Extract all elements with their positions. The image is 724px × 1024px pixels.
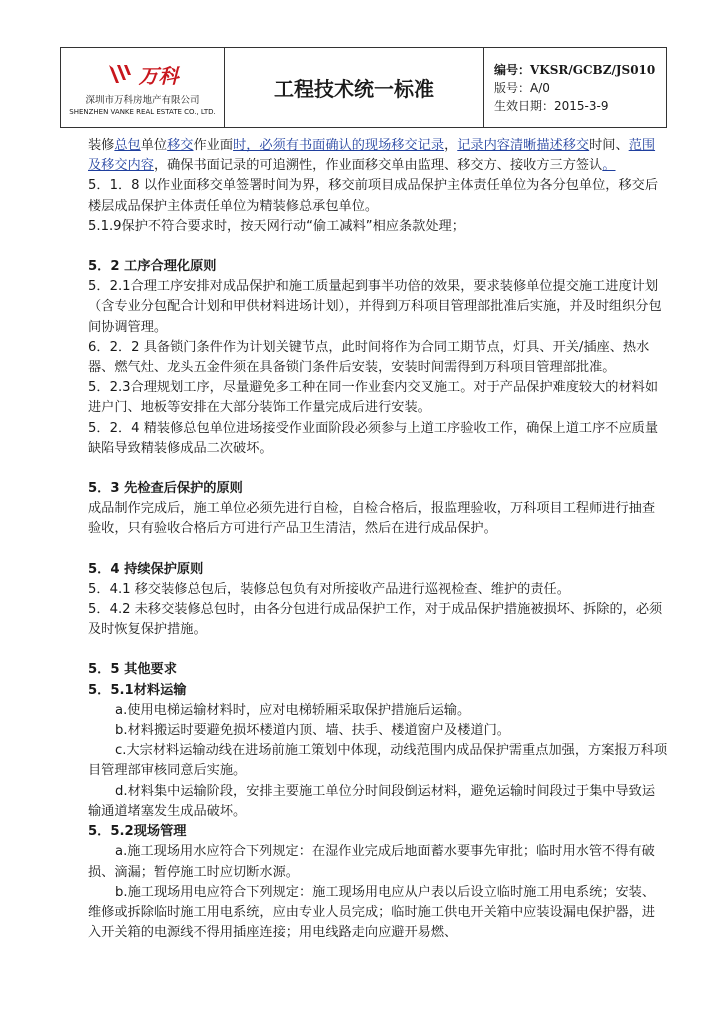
tracked-change: 移交 — [167, 138, 194, 153]
tracked-change: 范围及移交内容 — [88, 138, 656, 174]
heading-5-5-2: 5．5.2现场管理 — [88, 824, 187, 840]
paragraph-5-2-1: 5．2.1合理工序安排对成品保护和施工质量起到事半功倍的效果，要求装修单位提交施工进度计划（含专业分包配合计划和甲供材料进场计划），并得到万科项目管理部批准后实施，并及时组织分包间协调管理。 — [88, 279, 662, 335]
paragraph-6-2-2: 6．2．2 具备锁门条件作为计划关键节点，此时间将作为合同工期节点，灯具、开关/插座、热水器、燃气灶、龙头五金件须在具备锁门条件后安装，安装时间需得到万科项目管理部批准。 — [88, 339, 650, 376]
list-item: b.材料搬运时要避免损坏楼道内顶、墙、扶手、楼道窗户及楼道门。 — [115, 723, 510, 739]
heading-5-5-1: 5．5.1材料运输 — [88, 682, 187, 698]
list-item: b.施工现场用电应符合下列规定：施工现场用电应从户表以后设立临时施工用电系统；安装、维修或拆除临时施工用电系统，应由专业人员完成；临时施工供电开关箱中应装设漏电保护器，进入开关箱的电源线不得用插座连接；用电线路走向应避开易燃、 — [88, 884, 656, 941]
list-item: a.使用电梯运输材料时，应对电梯轿厢采取保护措施后运输。 — [115, 702, 471, 718]
document-meta — [484, 48, 666, 127]
paragraph-5-4-2: 5．4.2 未移交装修总包时，由各分包进行成品保护工作，对于成品保护措施被损坏、拆除的，必须及时恢复保护措施。 — [88, 602, 663, 638]
paragraph-5-2-4: 5．2．4 精装修总包单位进场接受作业面阶段必须参与上道工序验收工作，确保上道工序不应质量缺陷导致精装修成品二次破坏。 — [88, 420, 659, 456]
paragraph-5-1-8: 5．1．8 以作业面移交单签署时间为界，移交前项目成品保护主体责任单位为各分包单位，移交后楼层成品保护主体责任单位为精装修总承包单位。 — [88, 178, 659, 214]
paragraph-handover: 装修总包单位移交作业面时，必须有书面确认的现场移交记录，记录内容清晰描述移交时间、范围及移交内容，确保书面记录的可追溯性，作业面移交单由监理、移交方、接收方三方签认。 — [88, 138, 656, 174]
tracked-change: 总包 — [114, 138, 141, 153]
paragraph-5-3: 成品制作完成后，施工单位必须先进行自检，自检合格后，报监理验收，万科项目工程师进行抽查验收，只有验收合格后方可进行产品卫生清洁，然后在进行成品保护。 — [88, 501, 656, 537]
list-item: a.施工现场用水应符合下列规定：在湿作业完成后地面蓄水要事先审批；临时用水管不得有破损、滴漏；暂停施工时应切断水源。 — [88, 844, 655, 880]
company-name-cn: 深圳市万科房地产有限公司 — [85, 94, 200, 106]
logo-text: 万科 — [138, 63, 179, 88]
paragraph-5-1-9: 5.1.9保护不符合要求时，按天网行动“偷工减料”相应条款处理； — [88, 218, 465, 234]
tracked-change: 记录内容清晰描述移交 — [457, 138, 590, 153]
heading-5-2: 5．2 工序合理化原则 — [88, 259, 217, 275]
tracked-change: 时，必须有书面确认的现场移交记录 — [233, 138, 445, 153]
document-header — [60, 47, 667, 128]
company-name-en: SHENZHEN VANKE REAL ESTATE CO., LTD. — [69, 107, 216, 116]
heading-5-3: 5．3 先检查后保护的原则 — [88, 481, 243, 497]
heading-5-5: 5．5 其他要求 — [88, 662, 177, 678]
vanke-v-icon — [107, 63, 135, 85]
logo — [107, 60, 179, 89]
list-item: d.材料集中运输阶段，安排主要施工单位分时间段倒运材料，避免运输时间段过于集中导致运输通道堵塞发生成品破坏。 — [88, 783, 656, 819]
document-title: 工程技术统一标准 — [225, 48, 484, 127]
document-body — [88, 136, 668, 943]
paragraph-5-2-3: 5．2.3合理规划工序，尽量避免多工种在同一作业套内交叉施工。对于产品保护难度较大的材料如进户门、地板等安排在大部分装饰工作量完成后进行安装。 — [88, 380, 659, 416]
paragraph-5-4-1: 5．4.1 移交装修总包后，装修总包负有对所接收产品进行巡视检查、维护的责任。 — [88, 581, 570, 597]
document-version: 版号：A/0 — [494, 80, 550, 95]
company-logo-cell — [61, 48, 225, 127]
heading-5-4: 5．4 持续保护原则 — [88, 561, 204, 577]
tracked-change: 。 — [602, 158, 616, 174]
list-item: c.大宗材料运输动线在进场前施工策划中体现，动线范围内成品保护需重点加强，方案报万科项目管理部审核同意后实施。 — [88, 743, 668, 779]
document-code: 编号：VKSR/GCBZ/JS010 — [494, 62, 656, 77]
effective-date: 生效日期：2015-3-9 — [494, 98, 609, 113]
